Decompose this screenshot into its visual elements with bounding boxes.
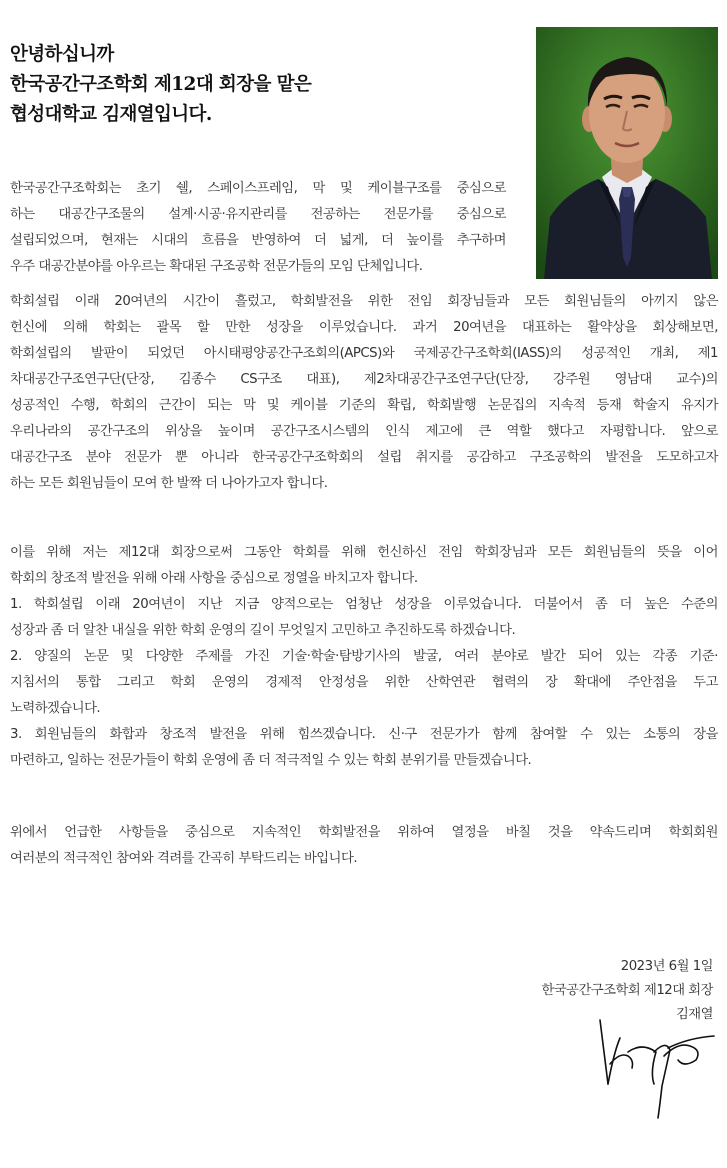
history-line: 우리나라의 공간구조의 위상을 높이며 공간구조시스템의 인식 제고에 큰 역할 했다고 자평합니다. 앞으로	[10, 424, 718, 439]
history-line: 헌신에 의해 학회는 괄목 할 만한 성장을 이루었습니다. 과거 20여년을 대표하는 활약상을 회상해보면,	[10, 320, 718, 335]
history-line: 대공간구조 분야 전문가 뿐 아니라 한국공간구조학회의 설립 취지를 공감하고 구조공학의 발전을 도모하고자	[10, 450, 718, 465]
plans-line: 2. 양질의 논문 및 다양한 주제를 가진 기술·학술·탐방기사의 발굴, 여러 분야로 발간 되어 있는 각종 기준·	[10, 649, 718, 664]
history-paragraph	[10, 289, 718, 497]
intro-line: 우주 대공간분야를 아우르는 확대된 구조공학 전문가들의 모임 단체입니다.	[10, 259, 423, 274]
greeting-line-1: 안녕하십니까	[10, 44, 114, 65]
closing-paragraph	[10, 820, 718, 872]
signoff-date: 2023년 6월 1일	[620, 959, 713, 974]
plans-line: 1. 학회설립 이래 20여년이 지난 지금 양적으로는 엄청난 성장을 이루었습니다. 더불어서 좀 더 높은 수준의	[10, 597, 718, 612]
intro-line: 설립되었으며, 현재는 시대의 흐름을 반영하여 더 넓게, 더 높이를 추구하며	[10, 233, 506, 248]
history-line: 학회설립 이래 20여년의 시간이 흘렀고, 학회발전을 위한 전임 회장님들과 모든 회원님들의 아끼지 않은	[10, 294, 718, 309]
history-line: 하는 모든 회원님들이 모여 한 발짝 더 나아가고자 합니다.	[10, 476, 328, 491]
plans-line: 이를 위해 저는 제12대 회장으로써 그동안 학회를 위해 헌신하신 전임 학회장님과 모든 회원님들의 뜻을 이어	[10, 545, 718, 560]
plans-line: 지침서의 통합 그리고 학회 운영의 경제적 안정성을 위한 산학연관 협력의 장 확대에 주안점을 두고	[10, 675, 718, 690]
intro-line: 한국공간구조학회는 초기 쉘, 스페이스프레임, 막 및 케이블구조를 중심으로	[10, 181, 506, 196]
signoff-name: 김재열	[675, 1007, 713, 1022]
plans-line: 마련하고, 일하는 전문가들이 학회 운영에 좀 더 적극적일 수 있는 학회 분위기를 만들겠습니다.	[10, 753, 532, 768]
history-line: 학회설립의 발판이 되었던 아시태평양공간구조회의(APCS)와 국제공간구조학회(IASS)의 성공적인 개최, 제1	[10, 346, 718, 361]
closing-line: 여러분의 적극적인 참여와 격려를 간곡히 부탁드리는 바입니다.	[10, 851, 358, 866]
plans-line: 노력하겠습니다.	[10, 701, 101, 716]
intro-paragraph	[10, 176, 506, 280]
plans-line: 성장과 좀 더 알찬 내실을 위한 학회 운영의 길이 무엇일지 고민하고 추진하도록 하겠습니다.	[10, 623, 516, 638]
president-portrait	[536, 27, 718, 279]
greeting-line-3: 협성대학교 김재열입니다.	[10, 104, 212, 125]
plans-line: 3. 회원님들의 화합과 창조적 발전을 위해 힘쓰겠습니다. 신·구 전문가가 함께 참여할 수 있는 소통의 장을	[10, 727, 718, 742]
plans-line: 학회의 창조적 발전을 위해 아래 사항을 중심으로 정열을 바치고자 합니다.	[10, 571, 418, 586]
history-line: 차대공간구조연구단(단장, 김종수 CS구조 대표), 제2차대공간구조연구단(단장, 강주원 영남대 교수)의	[10, 372, 718, 387]
intro-line: 하는 대공간구조물의 설계·시공·유지관리를 전공하는 전문가를 중심으로	[10, 207, 506, 222]
history-line: 성공적인 수행, 학회의 근간이 되는 막 및 케이블 기준의 확립, 학회발행 논문집의 지속적 등재 학술지 유지가	[10, 398, 718, 413]
signoff-title: 한국공간구조학회 제12대 회장	[541, 983, 713, 998]
plans-paragraph	[10, 540, 718, 774]
greeting-line-2: 한국공간구조학회 제12대 회장을 맡은	[10, 74, 312, 95]
greeting	[10, 40, 311, 130]
closing-line: 위에서 언급한 사항들을 중심으로 지속적인 학회발전을 위하여 열정을 바칠 것을 약속드리며 학회회원	[10, 825, 718, 840]
handwritten-signature	[598, 1012, 716, 1120]
